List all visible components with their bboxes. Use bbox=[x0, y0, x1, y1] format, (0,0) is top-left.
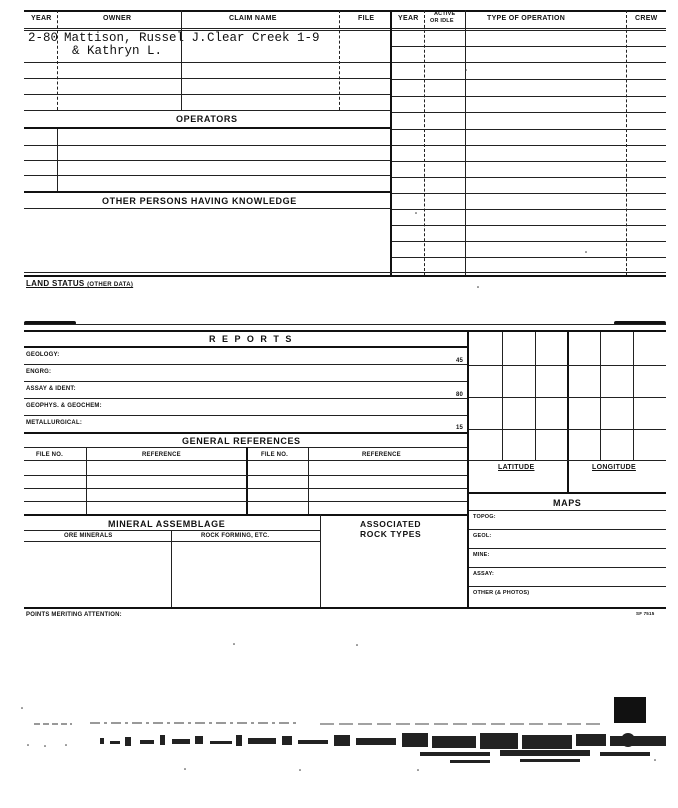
ink-square bbox=[614, 697, 646, 723]
report-engrg: ENGRG: bbox=[26, 369, 52, 375]
speckles bbox=[21, 69, 656, 771]
entry-owner: Mattison, Russel J. bbox=[64, 31, 207, 45]
reports-title: R E P O R T S bbox=[209, 334, 294, 344]
entry-claim: Clear Creek 1-9 bbox=[207, 31, 320, 45]
header-year: YEAR bbox=[31, 15, 52, 22]
maps-topog: TOPOG: bbox=[473, 514, 496, 520]
entry-owner-2: & Kathryn L. bbox=[72, 44, 163, 58]
other-persons-title: OTHER PERSONS HAVING KNOWLEDGE bbox=[102, 196, 297, 206]
operators-title: OPERATORS bbox=[176, 114, 238, 124]
header-active: ACTIVE bbox=[434, 11, 456, 17]
report-assay-num: 80 bbox=[456, 392, 464, 398]
maps-geol: GEOL: bbox=[473, 533, 492, 539]
longitude-label: LONGITUDE bbox=[592, 464, 636, 471]
report-geophys: GEOPHYS. & GEOCHEM: bbox=[26, 403, 102, 409]
maps-other: OTHER (& PHOTOS) bbox=[473, 590, 530, 596]
report-assay: ASSAY & IDENT: bbox=[26, 386, 76, 392]
maps-title: MAPS bbox=[553, 498, 582, 508]
header-claim-name: CLAIM NAME bbox=[229, 15, 277, 22]
gr-col-ref-2: REFERENCE bbox=[362, 452, 401, 458]
latitude-label: LATITUDE bbox=[498, 464, 535, 471]
report-metallurgical: METALLURGICAL: bbox=[26, 420, 83, 426]
header-owner: OWNER bbox=[103, 15, 132, 22]
gr-col-file-2: FILE NO. bbox=[261, 452, 288, 458]
associated-label: ASSOCIATED bbox=[360, 519, 422, 529]
general-references-title: GENERAL REFERENCES bbox=[182, 436, 301, 446]
report-metallurgical-num: 15 bbox=[456, 425, 464, 431]
form-number: SF 7515 bbox=[636, 611, 655, 616]
gr-col-ref-1: REFERENCE bbox=[142, 452, 181, 458]
points-meriting-attention: POINTS MERITING ATTENTION: bbox=[26, 612, 122, 618]
land-status-note: (OTHER DATA) bbox=[87, 282, 134, 288]
header-year-2: YEAR bbox=[398, 15, 419, 22]
mineral-assemblage-title: MINERAL ASSEMBLAGE bbox=[108, 519, 226, 529]
gr-col-file-1: FILE NO. bbox=[36, 452, 63, 458]
maps-assay: ASSAY: bbox=[473, 571, 495, 577]
ore-minerals-label: ORE MINERALS bbox=[64, 533, 113, 539]
header-file: FILE bbox=[358, 15, 375, 22]
report-geology-num: 45 bbox=[456, 358, 464, 364]
header-or-idle: OR IDLE bbox=[430, 18, 454, 24]
header-type-of-operation: TYPE OF OPERATION bbox=[487, 15, 566, 22]
land-status-text: LAND STATUS bbox=[26, 279, 85, 288]
report-geology: GEOLOGY: bbox=[26, 352, 60, 358]
smudge-band bbox=[100, 733, 666, 763]
maps-mine: MINE: bbox=[473, 552, 490, 558]
rock-forming-label: ROCK FORMING, ETC. bbox=[201, 533, 270, 539]
entry-year: 2-80 bbox=[28, 31, 59, 45]
header-crew: CREW bbox=[635, 15, 658, 22]
rock-types-label: ROCK TYPES bbox=[360, 529, 422, 539]
